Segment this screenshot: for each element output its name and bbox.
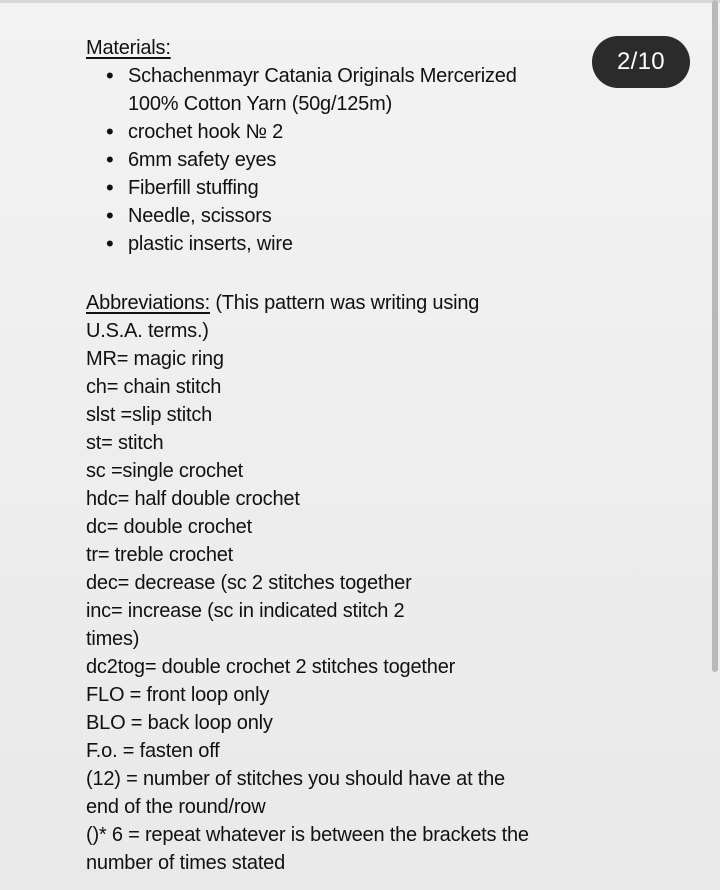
abbreviation-entry: ()* 6 = repeat whatever is between the brackets the: [86, 824, 529, 846]
abbreviation-entry: times): [86, 628, 140, 650]
abbreviation-entry: tr= treble crochet: [86, 544, 234, 566]
abbreviation-entry: (12) = number of stitches you should have at the: [86, 768, 505, 790]
abbreviation-entry: inc= increase (sc in indicated stitch 2: [86, 600, 405, 622]
abbreviation-entry: st= stitch: [86, 432, 164, 454]
abbreviation-entry: dc2tog= double crochet 2 stitches together: [86, 656, 456, 678]
abbreviation-entry: sc =single crochet: [86, 460, 244, 482]
list-item: • Needle, scissors: [86, 202, 676, 230]
material-yarn-line1: Schachenmayr Catania Originals Mercerized: [128, 65, 517, 87]
list-item: [86, 62, 676, 118]
materials-list: [86, 62, 676, 258]
material-yarn-line2: 100% Cotton Yarn (50g/125m): [128, 93, 393, 115]
abbreviation-entry: dec= decrease (sc 2 stitches together: [86, 572, 412, 594]
materials-heading: Materials:: [86, 37, 171, 59]
pattern-text: [86, 34, 676, 877]
abbreviation-entry: FLO = front loop only: [86, 684, 270, 706]
abbreviation-entry: ch= chain stitch: [86, 376, 222, 398]
scrollbar[interactable]: [712, 0, 718, 672]
list-item: • crochet hook № 2: [86, 118, 676, 146]
abbreviation-entry: hdc= half double crochet: [86, 488, 300, 510]
top-divider: [0, 0, 720, 3]
list-item: • Fiberfill stuffing: [86, 174, 676, 202]
abbreviation-entry: dc= double crochet: [86, 516, 252, 538]
abbreviations-heading-row: [86, 289, 676, 317]
abbreviation-entry: end of the round/row: [86, 796, 266, 818]
page-counter-badge: 2/10: [592, 36, 690, 88]
abbreviation-entry: number of times stated: [86, 852, 286, 874]
abbreviation-entry: MR= magic ring: [86, 348, 224, 370]
abbreviations-heading: Abbreviations:: [86, 292, 210, 314]
abbreviation-entry: BLO = back loop only: [86, 712, 273, 734]
list-item: • plastic inserts, wire: [86, 230, 676, 258]
abbreviation-entry: F.o. = fasten off: [86, 740, 220, 762]
abbreviation-entry: slst =slip stitch: [86, 404, 213, 426]
abbreviations-note-line2: U.S.A. terms.): [86, 320, 209, 342]
list-item: • 6mm safety eyes: [86, 146, 676, 174]
abbreviations-list: [86, 345, 676, 877]
abbreviations-note: (This pattern was writing using: [215, 292, 480, 314]
